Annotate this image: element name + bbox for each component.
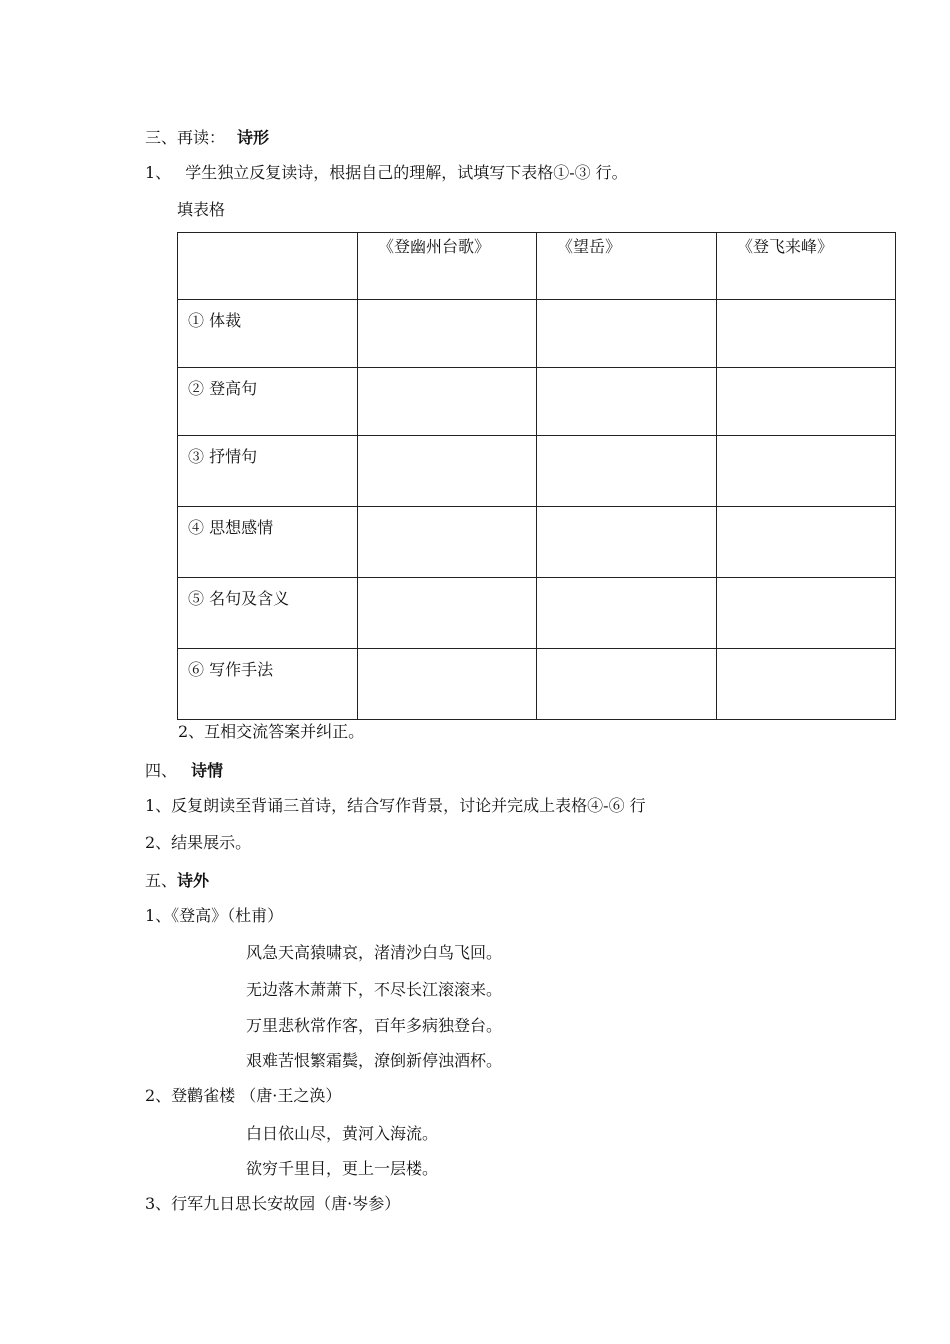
- section-4-subtitle: 诗情: [191, 761, 224, 780]
- table-cell-blank[interactable]: [717, 300, 896, 368]
- table-header-cell: 《登飞来峰》: [717, 233, 896, 300]
- table-cell-blank[interactable]: [717, 436, 896, 507]
- section-5-subtitle: 诗外: [177, 871, 210, 890]
- table-cell-blank[interactable]: [358, 649, 537, 720]
- table-cell-blank[interactable]: [358, 368, 537, 436]
- table-header-cell: 《登幽州台歌》: [358, 233, 537, 300]
- table-cell-blank[interactable]: [717, 649, 896, 720]
- table-header-row: [178, 233, 896, 300]
- table-row: [178, 649, 896, 720]
- table-cell-blank[interactable]: [358, 436, 537, 507]
- table-row: [178, 578, 896, 649]
- section-3-heading: [145, 127, 269, 149]
- section-5-heading: [145, 870, 209, 892]
- poem-3-heading: 3、行军九日思长安故园（唐·岑参）: [145, 1194, 401, 1213]
- poem-2-heading: 2、登鹳雀楼 （唐·王之涣）: [145, 1086, 342, 1105]
- table-row-label: ⑥ 写作手法: [178, 649, 358, 720]
- table-row-label: ③ 抒情句: [178, 436, 358, 507]
- table-row: [178, 300, 896, 368]
- table-cell-blank[interactable]: [537, 436, 717, 507]
- table-cell-blank[interactable]: [537, 507, 717, 578]
- table-cell-blank[interactable]: [358, 507, 537, 578]
- section-4-title: 四、: [145, 761, 178, 780]
- table-row-label: ① 体裁: [178, 300, 358, 368]
- step-2: 2、互相交流答案并纠正。: [178, 722, 365, 741]
- section-3-title: 三、再读：: [145, 128, 226, 147]
- poem-1-line: 艰难苦恨繁霜鬓，潦倒新停浊酒杯。: [246, 1051, 503, 1070]
- table-row-label: ② 登高句: [178, 368, 358, 436]
- table-cell-blank[interactable]: [717, 578, 896, 649]
- poem-1-heading: 1、《登高》（杜甫）: [145, 906, 284, 925]
- table-row: [178, 507, 896, 578]
- step-1-number: 1、: [145, 163, 172, 182]
- fill-in-table: [177, 232, 896, 720]
- step-1-text: 学生独立反复读诗，根据自己的理解，试填写下表格①-③ 行。: [185, 163, 628, 182]
- section-5-title: 五、: [145, 871, 178, 890]
- table-row: [178, 436, 896, 507]
- table-caption: 填表格: [177, 200, 226, 219]
- table-cell-blank[interactable]: [537, 368, 717, 436]
- table-cell-blank[interactable]: [717, 368, 896, 436]
- poem-1-line: 无边落木萧萧下，不尽长江滚滚来。: [246, 980, 503, 999]
- section-4-item-2: 2、结果展示。: [145, 833, 252, 852]
- poem-2-line: 欲穷千里目，更上一层楼。: [246, 1159, 439, 1178]
- poem-2-line: 白日依山尽，黄河入海流。: [246, 1124, 439, 1143]
- poem-1-line: 风急天高猿啸哀，渚清沙白鸟飞回。: [246, 943, 503, 962]
- section-4-heading: [145, 760, 223, 782]
- section-4-item-1: 1、反复朗读至背诵三首诗，结合写作背景，讨论并完成上表格④-⑥ 行: [145, 796, 646, 815]
- table-cell-blank[interactable]: [358, 578, 537, 649]
- table-cell-blank[interactable]: [537, 578, 717, 649]
- table-cell-blank[interactable]: [537, 300, 717, 368]
- table-cell-blank[interactable]: [717, 507, 896, 578]
- table-header-cell: [178, 233, 358, 300]
- table-row-label: ④ 思想感情: [178, 507, 358, 578]
- table-row-label: ⑤ 名句及含义: [178, 578, 358, 649]
- table-row: [178, 368, 896, 436]
- poem-1-line: 万里悲秋常作客，百年多病独登台。: [246, 1016, 503, 1035]
- table-cell-blank[interactable]: [358, 300, 537, 368]
- section-3-subtitle: 诗形: [237, 128, 270, 147]
- table-header-cell: 《望岳》: [537, 233, 717, 300]
- table-cell-blank[interactable]: [537, 649, 717, 720]
- step-1: [145, 162, 628, 184]
